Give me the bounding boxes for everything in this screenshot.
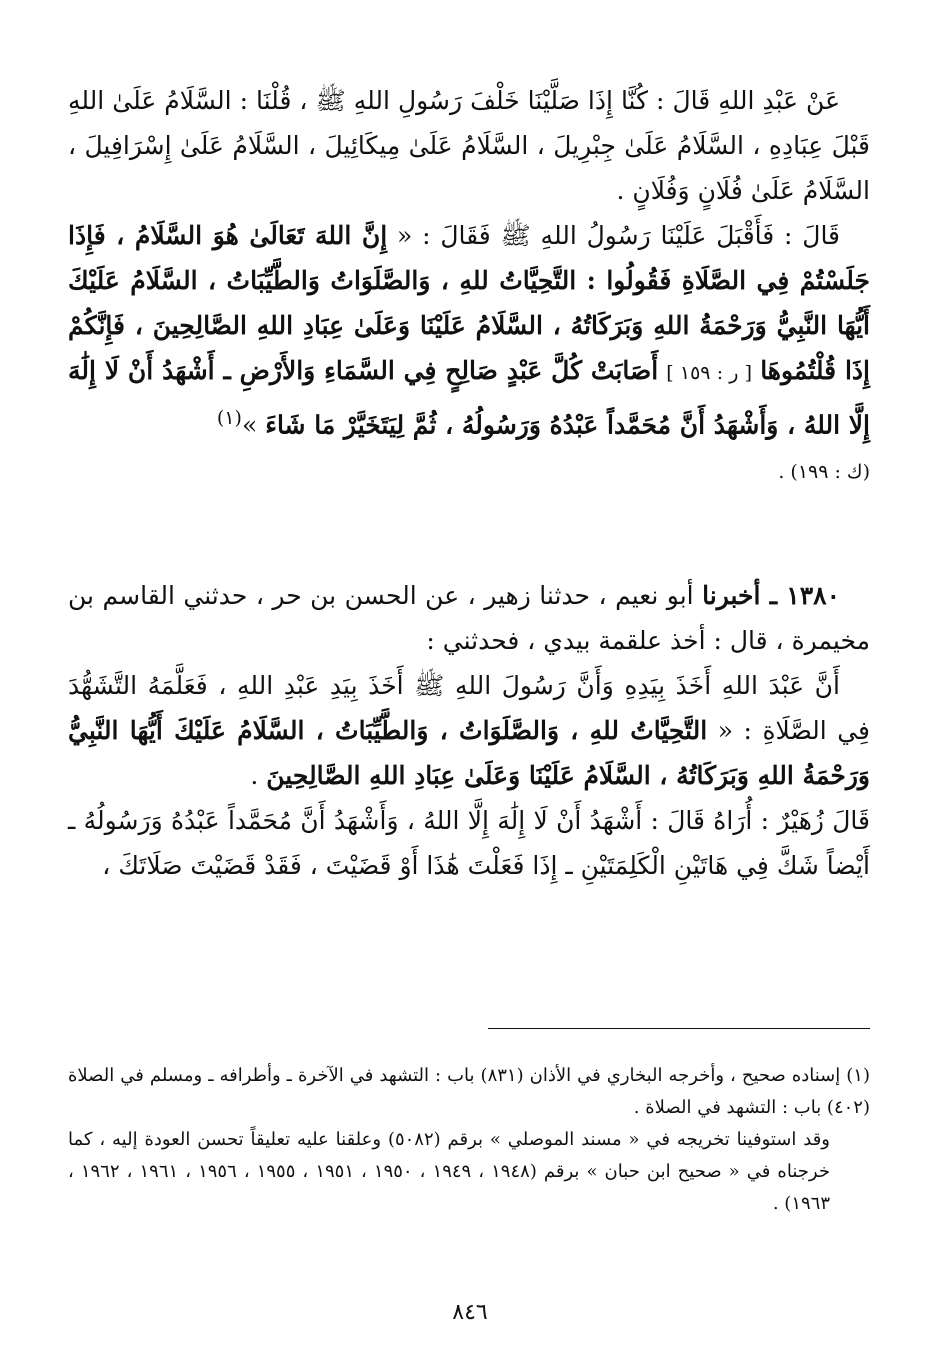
hadith-1379-paragraph-2 (68, 213, 870, 447)
hadith-1380-number: ١٣٨٠ ـ أخبرنا (702, 581, 841, 611)
hadith-1379-paragraph-1 (68, 78, 870, 213)
closing-quote: » (241, 410, 258, 440)
hadith-1379-paragraph-3 (68, 447, 870, 495)
hadith-1380-paragraph-3 (68, 798, 870, 888)
hadith-1380-end: . (250, 761, 259, 791)
footnote-separator (488, 1028, 870, 1029)
hadith-1379-intro: قَالَ : فَأَقْبَلَ عَلَيْنَا رَسُولُ اللهِ ﷺ فَقَالَ : « (396, 221, 841, 250)
page-body (68, 78, 870, 888)
section-gap (68, 495, 870, 573)
hadith-1380-matn: التَّحِيَّاتُ للهِ ، وَالصَّلَوَاتُ ، وَالطَّيِّبَاتُ ، السَّلَامُ عَلَيْكَ أَيُّهَا النَّبِيُّ وَرَحْمَةُ اللهِ وَبَرَكَاتُهُ ، السَّلَامُ عَلَيْنَا وَعَلَىٰ عِبَادِ اللهِ الصَّالِحِينَ (68, 716, 870, 791)
hadith-1379-text-1: عَنْ عَبْدِ اللهِ قَالَ : كُنَّا إِذَا صَلَّيْنَا خَلْفَ رَسُولِ اللهِ ﷺ ، قُلْنَا : السَّلَامُ عَلَىٰ اللهِ قَبْلَ عِبَادِهِ ، السَّلَامُ عَلَىٰ جِبْرِيلَ ، السَّلَامُ عَلَىٰ مِيكَائِيلَ ، السَّلَامُ عَلَىٰ إِسْرَافِيلَ ، السَّلَامُ عَلَىٰ فُلَانٍ وَفُلَانٍ . (68, 86, 870, 205)
hadith-1380-text-3: قَالَ زُهَيْرٌ : أُرَاهُ قَالَ : أَشْهَدُ أَنْ لَا إِلَٰهَ إِلَّا اللهُ ، وَأَشْهَدُ أَنَّ مُحَمَّداً عَبْدُهُ وَرَسُولُهُ ـ أَيْضاً شَكَّ فِي هَاتَيْنِ الْكَلِمَتَيْنِ ـ إِذَا فَعَلْتَ هَٰذَا أَوْ قَضَيْتَ ، فَقَدْ قَضَيْتَ صَلَاتَكَ ، (68, 806, 870, 881)
footnote-marker: (١) (216, 407, 242, 429)
hadith-1379-matn-part-1: إِنَّ اللهَ تَعَالَىٰ هُوَ السَّلَامُ ، فَإِذَا جَلَسْتُمْ فِي الصَّلَاةِ فَقُولُوا : التَّحِيَّاتُ للهِ ، وَالصَّلَوَاتُ وَالطَّيِّبَاتُ ، السَّلَامُ عَلَيْكَ أَيُّهَا النَّبِيُّ وَرَحْمَةُ اللهِ وَبَرَكَاتُهُ ، السَّلَامُ عَلَيْنَا وَعَلَىٰ عِبَادِ اللهِ الصَّالِحِينَ ، فَإِنَّكُمْ إِذَا قُلْتُمُوهَا (68, 221, 871, 385)
cross-reference: [ ر : ١٥٩ ] (666, 362, 753, 384)
page-number: ٨٤٦ (452, 1300, 488, 1325)
hadith-1380-isnad-paragraph (68, 573, 870, 663)
footnote-1: (١) إسناده صحيح ، وأخرجه البخاري في الأذان (٨٣١) باب : التشهد في الآخرة ـ وأطرافه ـ ومسلم في الصلاة (٤٠٢) باب : التشهد في الصلاة . (68, 1065, 870, 1118)
hadith-1379-reference: (ك : ١٩٩) . (778, 461, 870, 484)
footnote-1-continuation: وقد استوفينا تخريجه في « مسند الموصلي » برقم (٥٠٨٢) وعلقنا عليه تعليقاً تحسن العودة إليه ، كما خرجناه في « صحيح ابن حبان » برقم (١٩٤٨ ، ١٩٤٩ ، ١٩٥٠ ، ١٩٥١ ، ١٩٥٥ ، ١٩٥٦ ، ١٩٦١ ، ١٩٦٢ ، ١٩٦٣) . (68, 1129, 830, 1214)
hadith-1379-matn-part-2: أَصَابَتْ كُلَّ عَبْدٍ صَالِحٍ فِي السَّمَاءِ وَالأَرْضِ ـ أَشْهَدُ أَنْ لَا إِلَٰهَ إِلَّا اللهُ ، وَأَشْهَدُ أَنَّ مُحَمَّداً عَبْدُهُ وَرَسُولُهُ ، ثُمَّ لِيَتَخَيَّرْ مَا شَاءَ (68, 356, 870, 440)
hadith-1380-intro: أَنَّ عَبْدَ اللهِ أَخَذَ بِيَدِهِ وَأَنَّ رَسُولَ اللهِ ﷺ أَخَذَ بِيَدِ عَبْدِ اللهِ ، فَعَلَّمَهُ التَّشَهُّدَ فِي الصَّلَاةِ : « (68, 671, 871, 746)
footnotes (68, 1060, 870, 1220)
hadith-1380-paragraph-2 (68, 663, 870, 798)
hadith-1380-isnad: أبو نعيم ، حدثنا زهير ، عن الحسن بن حر ، حدثني القاسم بن مخيمرة ، قال : أخذ علقمة بيدي ، فحدثني : (68, 581, 870, 656)
